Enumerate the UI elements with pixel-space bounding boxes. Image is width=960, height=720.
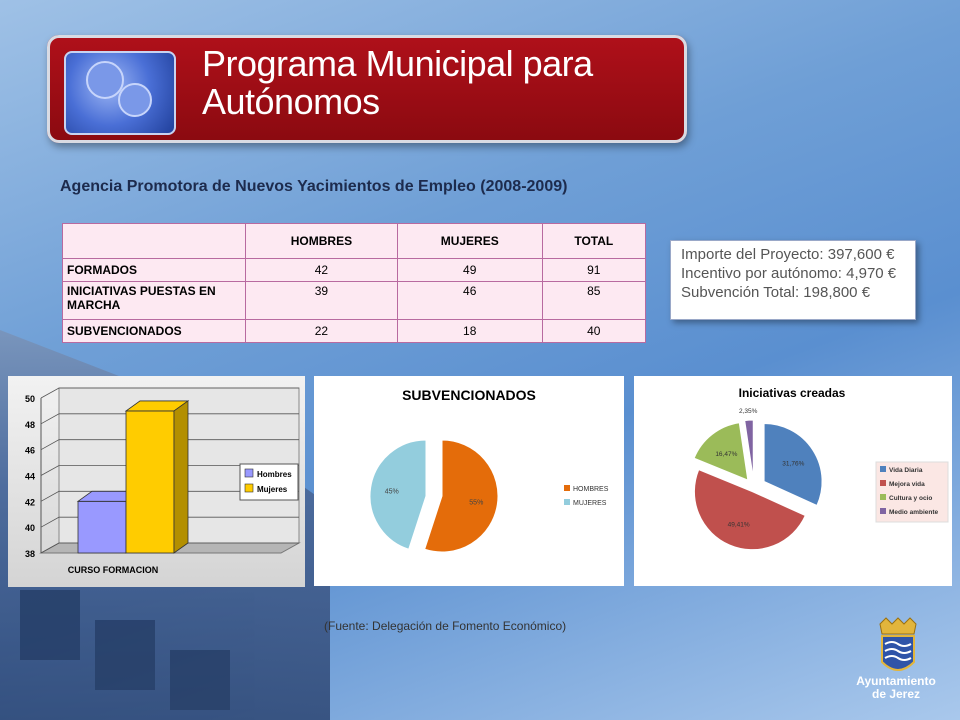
source-footer: (Fuente: Delegación de Fomento Económico) bbox=[324, 619, 567, 633]
logo-text bbox=[846, 675, 946, 701]
cell-mujeres: 49 bbox=[397, 259, 542, 282]
legend-label-hombres: Hombres bbox=[257, 470, 292, 479]
table-header-mujeres: MUJERES bbox=[397, 224, 542, 259]
table-row bbox=[63, 320, 646, 343]
bar-chart-panel bbox=[8, 376, 305, 587]
total-subsidy: Subvención Total: 198,800 € bbox=[681, 284, 871, 301]
pie2-data-label: 31,76% bbox=[782, 460, 805, 468]
cell-total: 40 bbox=[542, 320, 645, 343]
project-info-box bbox=[670, 240, 916, 320]
pie-chart-panel-iniciativas bbox=[634, 376, 952, 586]
bar-chart-x-label: CURSO FORMACION bbox=[67, 565, 159, 575]
table-row bbox=[63, 282, 646, 320]
row-label: INICIATIVAS PUESTAS EN MARCHA bbox=[63, 282, 246, 320]
page-title: Programa Municipal para Autónomos bbox=[202, 43, 593, 122]
bar-chart-y-tick: 38 bbox=[24, 549, 35, 559]
cell-hombres: 39 bbox=[246, 282, 398, 320]
project-amount: Importe del Proyecto: 397,600 € bbox=[681, 246, 895, 263]
pie2-legend-label: Vida Diaria bbox=[889, 467, 923, 474]
cell-total: 85 bbox=[542, 282, 645, 320]
logo-line-2: de Jerez bbox=[871, 687, 921, 701]
pie1-slice-hombres bbox=[425, 440, 498, 552]
cell-hombres: 42 bbox=[246, 259, 398, 282]
pie2-title: Iniciativas creadas bbox=[738, 386, 846, 400]
pie2-legend-label: Medio ambiente bbox=[889, 509, 939, 516]
pie2-legend-swatch bbox=[880, 480, 886, 486]
banner-photo bbox=[64, 51, 176, 135]
table-header-hombres: HOMBRES bbox=[246, 224, 398, 259]
pie2-data-label: 49,41% bbox=[727, 521, 750, 529]
pie2-legend-swatch bbox=[880, 466, 886, 472]
bar-chart-y-tick: 44 bbox=[24, 471, 35, 482]
bar-mujeres bbox=[126, 411, 174, 553]
section-subtitle: Agencia Promotora de Nuevos Yacimientos de Empleo (2008-2009) bbox=[60, 178, 568, 195]
summary-table bbox=[62, 223, 646, 343]
pie2-legend-swatch bbox=[880, 508, 886, 514]
bar-chart-y-tick: 42 bbox=[24, 497, 35, 508]
pie1-legend-label: MUJERES bbox=[573, 500, 607, 507]
legend-swatch-hombres bbox=[245, 469, 253, 477]
table-row bbox=[63, 259, 646, 282]
title-banner bbox=[47, 35, 687, 143]
bar-hombres bbox=[78, 501, 126, 553]
table-header-total: TOTAL bbox=[542, 224, 645, 259]
pie1-legend-label: HOMBRES bbox=[573, 486, 609, 493]
logo-line-1: Ayuntamiento bbox=[856, 674, 936, 688]
pie1-data-label: 45% bbox=[384, 488, 399, 496]
row-label: FORMADOS bbox=[63, 259, 246, 282]
bar-chart-y-tick: 50 bbox=[24, 394, 35, 404]
pie2-legend-label: Mejora vida bbox=[889, 481, 925, 488]
pie1-legend-swatch bbox=[564, 485, 570, 491]
cell-hombres: 22 bbox=[246, 320, 398, 343]
pie1-title: SUBVENCIONADOS bbox=[402, 387, 536, 403]
pie-chart-subvencionados bbox=[314, 376, 624, 586]
pie-chart-panel-subvencionados bbox=[314, 376, 624, 586]
bar-chart bbox=[8, 376, 305, 587]
pie1-legend-swatch bbox=[564, 499, 570, 505]
bar-chart-y-tick: 40 bbox=[24, 523, 35, 534]
pie2-data-label: 2,35% bbox=[739, 408, 758, 416]
pie1-data-label: 55% bbox=[469, 499, 484, 507]
pie-chart-iniciativas bbox=[634, 376, 952, 586]
bar-chart-y-tick: 46 bbox=[24, 445, 35, 456]
pie2-legend-label: Cultura y ocio bbox=[889, 495, 933, 502]
cell-mujeres: 18 bbox=[397, 320, 542, 343]
table-header-row bbox=[63, 224, 646, 259]
row-label: SUBVENCIONADOS bbox=[63, 320, 246, 343]
pie2-legend-swatch bbox=[880, 494, 886, 500]
incentive-per-autonomo: Incentivo por autónomo: 4,970 € bbox=[681, 265, 897, 282]
bar-chart-y-tick: 48 bbox=[24, 419, 35, 430]
cell-total: 91 bbox=[542, 259, 645, 282]
bar-side-mujeres bbox=[174, 401, 188, 553]
pie2-data-label: 16,47% bbox=[715, 450, 738, 458]
legend-label-mujeres: Mujeres bbox=[257, 485, 288, 494]
cell-mujeres: 46 bbox=[397, 282, 542, 320]
table-header-empty bbox=[63, 224, 246, 259]
legend-swatch-mujeres bbox=[245, 484, 253, 492]
